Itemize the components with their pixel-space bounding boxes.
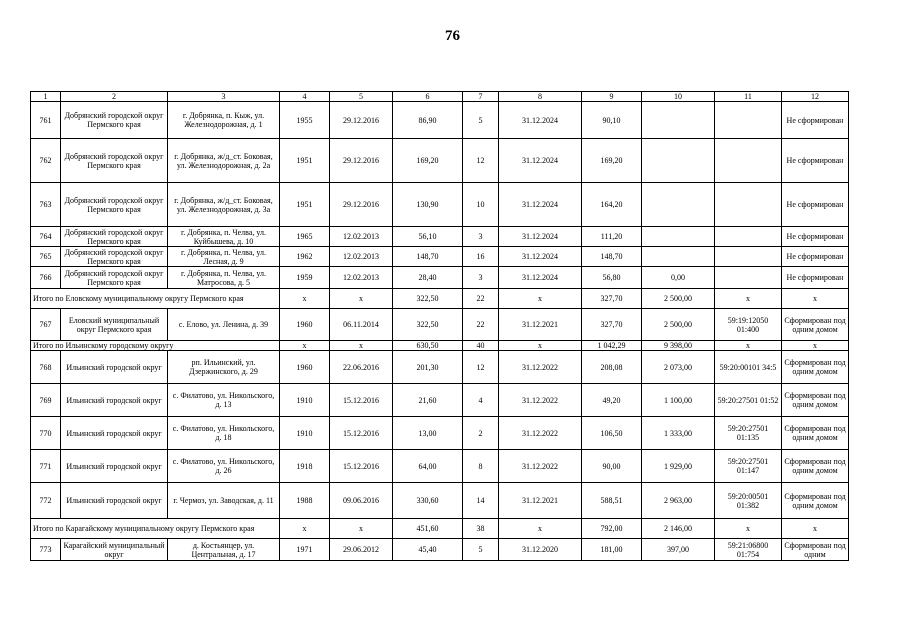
table-cell: 56,80 [582,267,642,289]
table-cell: г. Добрянка, ж/д_ст. Боковая, ул. Железнодорожная, д. 3а [168,183,280,227]
table-cell: 763 [31,183,61,227]
table-cell: х [782,519,849,539]
table-cell: 90,10 [582,102,642,139]
table-cell: 164,20 [582,183,642,227]
table-cell: 06.11.2014 [330,309,393,341]
table-cell: 2 [463,417,499,450]
table-cell: 12.02.2013 [330,267,393,289]
table-cell: 1988 [280,483,330,519]
column-number: 3 [168,92,280,102]
table-cell: 1918 [280,450,330,483]
table-cell: 22.06.2016 [330,351,393,384]
table-cell: х [499,289,582,309]
table-cell: г. Добрянка, п. Кыж, ул. Железнодорожная, д. 1 [168,102,280,139]
table-cell: Добрянский городской округ Пермского края [61,247,168,267]
table-cell: рп. Ильинский, ул. Дзержинского, д. 29 [168,351,280,384]
table-cell: 1960 [280,309,330,341]
table-cell: Сформирован под одним домом [782,483,849,519]
table-cell: 49,20 [582,384,642,417]
register-table [30,91,849,561]
subtotal-label: Итого по Ильинскому городскому округу [31,341,280,351]
table-row [31,539,849,561]
table-cell: 2 073,00 [642,351,715,384]
table-cell: 45,40 [393,539,463,561]
table-cell: г. Добрянка, ж/д_ст. Боковая, ул. Железнодорожная, д. 2а [168,139,280,183]
table-cell: 148,70 [582,247,642,267]
table-row [31,483,849,519]
table-cell: 31.12.2022 [499,450,582,483]
table-cell: 765 [31,247,61,267]
table-cell: Не сформирован [782,139,849,183]
table-cell: с. Филатово, ул. Никольского, д. 13 [168,384,280,417]
table-cell: 0,00 [642,267,715,289]
table-cell: 1951 [280,139,330,183]
table-cell: Ильинский городской округ [61,483,168,519]
table-cell: 2 500,00 [642,289,715,309]
table-cell: х [715,289,782,309]
table-cell: Ильинский городской округ [61,351,168,384]
table-cell: 90,00 [582,450,642,483]
table-row [31,183,849,227]
column-number: 8 [499,92,582,102]
table-cell: 86,90 [393,102,463,139]
table-cell: 630,50 [393,341,463,351]
table-cell: 327,70 [582,289,642,309]
table-cell: 2 500,00 [642,309,715,341]
table-cell: 1960 [280,351,330,384]
table-cell: 1 042,29 [582,341,642,351]
column-number-row [31,92,849,102]
table-cell [715,247,782,267]
table-cell: 56,10 [393,227,463,247]
table-cell: Не сформирован [782,183,849,227]
table-cell: 327,70 [582,309,642,341]
column-number: 7 [463,92,499,102]
table-cell [715,183,782,227]
subtotal-label: Итого по Карагайскому муниципальному округу Пермского края [31,519,280,539]
subtotal-row [31,341,849,351]
table-cell: 31.12.2022 [499,351,582,384]
table-cell: 14 [463,483,499,519]
table-cell: 1965 [280,227,330,247]
table-cell: Сформирован под одним домом [782,309,849,341]
table-cell: 130,90 [393,183,463,227]
table-row [31,102,849,139]
table-row [31,309,849,341]
table-row [31,450,849,483]
table-cell: Не сформирован [782,267,849,289]
table-cell: 22 [463,309,499,341]
table-cell: 12 [463,139,499,183]
table-cell [715,227,782,247]
table-cell: х [499,341,582,351]
table-cell: Добрянский городской округ Пермского края [61,102,168,139]
table-cell: Ильинский городской округ [61,450,168,483]
table-cell: Сформирован под одним домом [782,384,849,417]
column-number: 1 [31,92,61,102]
table-cell [715,267,782,289]
table-cell: 31.12.2024 [499,247,582,267]
table-cell: Ильинский городской округ [61,384,168,417]
table-cell: 15.12.2016 [330,384,393,417]
table-cell: 09.06.2016 [330,483,393,519]
table-cell: 1971 [280,539,330,561]
table-cell: х [782,289,849,309]
column-number: 2 [61,92,168,102]
table-row [31,247,849,267]
table-cell: 13,00 [393,417,463,450]
table-cell [642,227,715,247]
table-cell: х [330,289,393,309]
table-cell: 64,00 [393,450,463,483]
table-cell: 1910 [280,384,330,417]
table-cell: 29.12.2016 [330,139,393,183]
table-cell: х [782,341,849,351]
table-cell: 773 [31,539,61,561]
table-cell: 59:20:00501 01:382 [715,483,782,519]
table-cell: Сформирован под одним домом [782,450,849,483]
table-cell: 322,50 [393,289,463,309]
table-cell: х [280,341,330,351]
subtotal-row [31,519,849,539]
table-cell: 769 [31,384,61,417]
table-cell [715,139,782,183]
table-cell: 451,60 [393,519,463,539]
table-cell: 322,50 [393,309,463,341]
table-cell: 31.12.2024 [499,183,582,227]
table-cell: 31.12.2024 [499,139,582,183]
table-cell [715,102,782,139]
table-cell: 792,00 [582,519,642,539]
table-cell: 12.02.2013 [330,247,393,267]
table-cell: х [280,519,330,539]
column-number: 5 [330,92,393,102]
table-cell: 772 [31,483,61,519]
table-cell: 8 [463,450,499,483]
table-cell: х [715,341,782,351]
table-cell: 2 146,00 [642,519,715,539]
table-cell: 29.06.2012 [330,539,393,561]
table-cell: с. Елово, ул. Ленина, д. 39 [168,309,280,341]
table-cell: х [280,289,330,309]
table-cell: 59:20:27501 01:147 [715,450,782,483]
table-cell: Сформирован под одним домом [782,351,849,384]
table-cell: 766 [31,267,61,289]
table-cell: 201,30 [393,351,463,384]
table-cell: Добрянский городской округ Пермского края [61,227,168,247]
table-cell: х [330,341,393,351]
table-cell: 59:20:00101 34:5 [715,351,782,384]
table-cell: 1 100,00 [642,384,715,417]
table-cell: 761 [31,102,61,139]
table-cell: 31.12.2024 [499,267,582,289]
column-number: 11 [715,92,782,102]
table-cell: 4 [463,384,499,417]
table-cell: с. Филатово, ул. Никольского, д. 18 [168,417,280,450]
table-cell: 106,50 [582,417,642,450]
table-cell: Не сформирован [782,227,849,247]
table-cell: 1 929,00 [642,450,715,483]
table-cell: 59:19:12050 01:400 [715,309,782,341]
table-cell: 181,00 [582,539,642,561]
table-row [31,384,849,417]
table-cell: г. Добрянка, п. Челва, ул. Лесная, д. 9 [168,247,280,267]
table-cell: 330,60 [393,483,463,519]
table-cell: Сформирован под одним [782,539,849,561]
column-number: 10 [642,92,715,102]
table-cell: 22 [463,289,499,309]
table-cell: 40 [463,341,499,351]
table-cell: 59:21:06800 01:754 [715,539,782,561]
table-cell: 31.12.2024 [499,227,582,247]
table-cell: 31.12.2021 [499,483,582,519]
table-cell: Ильинский городской округ [61,417,168,450]
table-cell: Сформирован под одним домом [782,417,849,450]
table-cell: 15.12.2016 [330,417,393,450]
table-cell: 28,40 [393,267,463,289]
table-cell: Карагайский муниципальный округ [61,539,168,561]
table-cell: 1962 [280,247,330,267]
column-number: 12 [782,92,849,102]
table-cell: 1959 [280,267,330,289]
table-cell: 10 [463,183,499,227]
table-cell: 764 [31,227,61,247]
table-cell: 5 [463,102,499,139]
table-cell: 1951 [280,183,330,227]
table-cell: 1910 [280,417,330,450]
column-number: 4 [280,92,330,102]
table-cell: 31.12.2022 [499,417,582,450]
table-row [31,417,849,450]
table-cell: 12.02.2013 [330,227,393,247]
table-cell: 29.12.2016 [330,183,393,227]
table-row [31,267,849,289]
table-cell: 1 333,00 [642,417,715,450]
table-cell: 588,51 [582,483,642,519]
table-cell: 5 [463,539,499,561]
subtotal-label: Итого по Еловскому муниципальному округу Пермского края [31,289,280,309]
table-cell: 29.12.2016 [330,102,393,139]
table-cell: 12 [463,351,499,384]
table-cell: 767 [31,309,61,341]
subtotal-row [31,289,849,309]
column-number: 6 [393,92,463,102]
table-cell: 31.12.2024 [499,102,582,139]
table-cell: 21,60 [393,384,463,417]
table-cell: 38 [463,519,499,539]
table-cell: 9 398,00 [642,341,715,351]
table-cell: Добрянский городской округ Пермского края [61,139,168,183]
table-row [31,227,849,247]
table-cell: 771 [31,450,61,483]
table-cell: 762 [31,139,61,183]
table-cell: 3 [463,267,499,289]
table-cell: 31.12.2021 [499,309,582,341]
table-cell: 16 [463,247,499,267]
table-cell: д. Костьянцер, ул. Центральная, д. 17 [168,539,280,561]
table-row [31,139,849,183]
table-cell: 31.12.2022 [499,384,582,417]
table-cell: х [715,519,782,539]
table-cell: Не сформирован [782,247,849,267]
table-cell: 59:20:27501 01:135 [715,417,782,450]
table-cell [642,183,715,227]
table-cell: г. Добрянка, п. Челва, ул. Матросова, д. 5 [168,267,280,289]
table-cell: с. Филатово, ул. Никольского, д. 26 [168,450,280,483]
table-cell: 768 [31,351,61,384]
table-cell: х [499,519,582,539]
table-cell: 770 [31,417,61,450]
table-cell: г. Чермоз, ул. Заводская, д. 11 [168,483,280,519]
table-cell: 31.12.2020 [499,539,582,561]
page-number: 76 [445,28,460,44]
table-cell [642,247,715,267]
table-cell: 1955 [280,102,330,139]
table-cell: 111,20 [582,227,642,247]
table-cell: х [330,519,393,539]
table-cell: Добрянский городской округ Пермского края [61,183,168,227]
table-cell: 15.12.2016 [330,450,393,483]
table-cell [642,102,715,139]
table-cell: г. Добрянка, п. Челва, ул. Куйбышева, д. 10 [168,227,280,247]
table-cell [642,139,715,183]
table-row [31,351,849,384]
table-cell: Не сформирован [782,102,849,139]
table-cell: 2 963,00 [642,483,715,519]
table-cell: Еловский муниципальный округ Пермского края [61,309,168,341]
table-cell: 208,08 [582,351,642,384]
table-cell: 397,00 [642,539,715,561]
table-cell: Добрянский городской округ Пермского края [61,267,168,289]
column-number: 9 [582,92,642,102]
table-cell: 59:20:27501 01:52 [715,384,782,417]
table-cell: 3 [463,227,499,247]
table-cell: 169,20 [582,139,642,183]
table-cell: 169,20 [393,139,463,183]
table-cell: 148,70 [393,247,463,267]
